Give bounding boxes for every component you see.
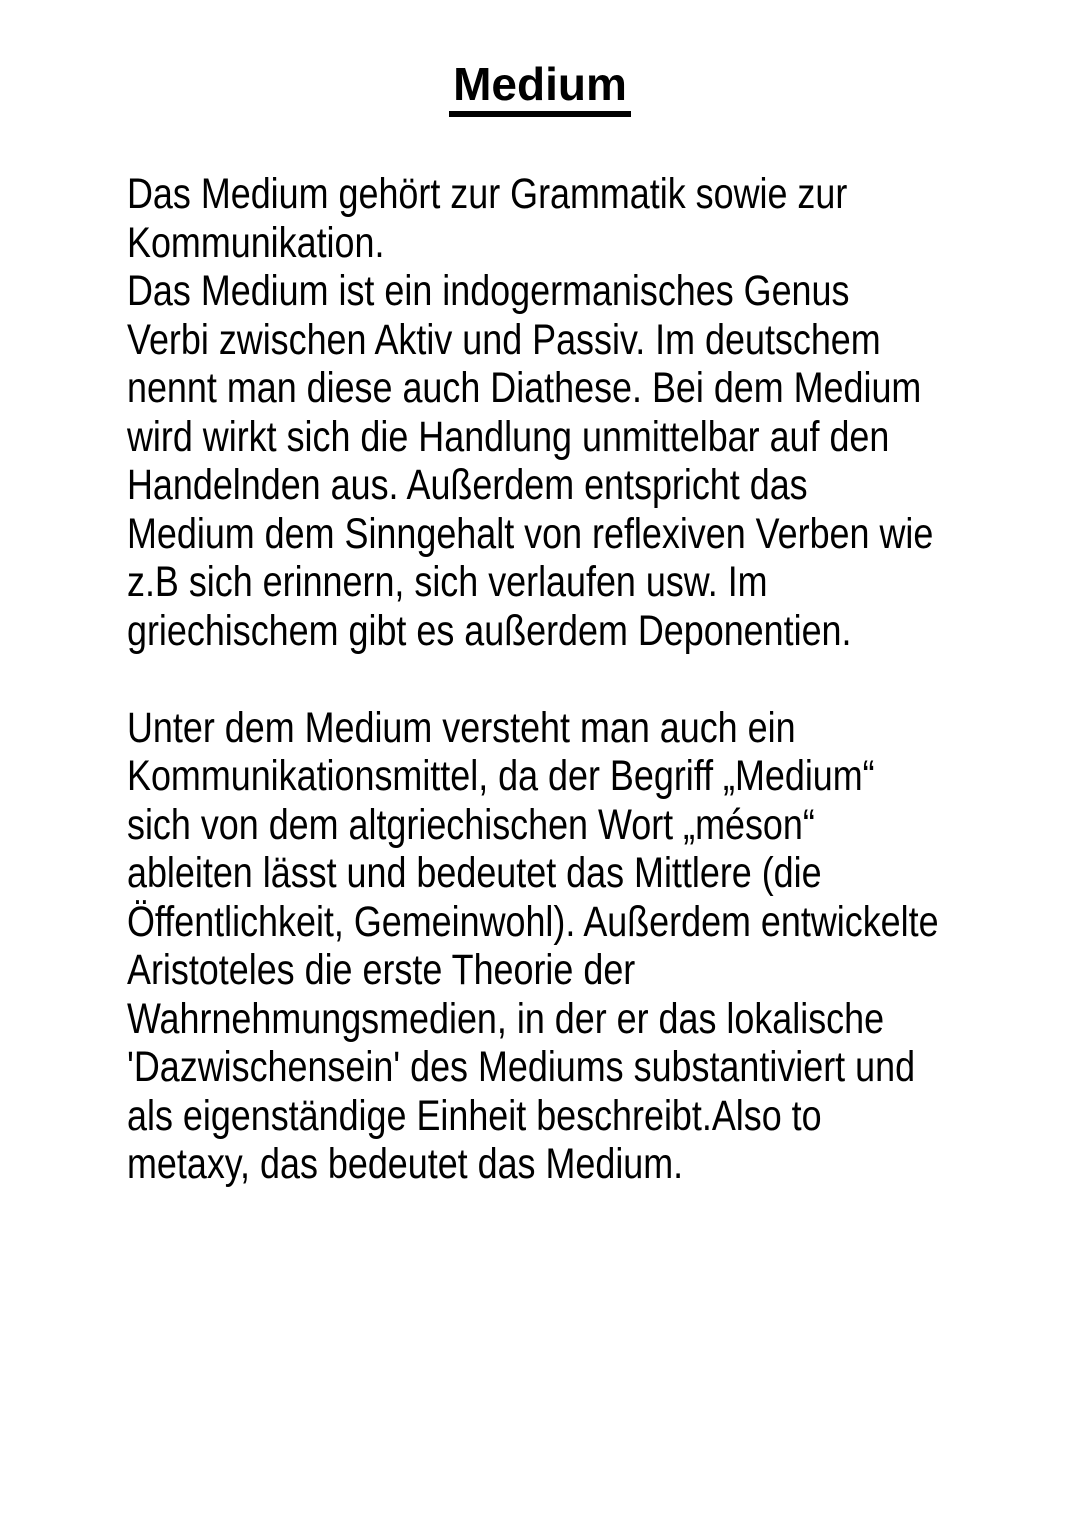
text-line: Aristoteles die erste Theorie der [127,946,636,994]
text-line: sich von dem altgriechischen Wort „méson“ [127,800,815,849]
text-line: ableiten lässt und bedeutet das Mittlere (die [127,849,822,897]
text-line: metaxy, das bedeutet das Medium. [127,1140,684,1188]
text-line: Wahrnehmungsmedien, in der er das lokalische [127,994,885,1043]
text-line: als eigenständige Einheit beschreibt.Also to [127,1091,822,1140]
paragraph-grammatik [127,170,1080,655]
text-line: Öffentlichkeit, Gemeinwohl). Außerdem entwickelte [127,897,939,946]
text-line: Medium dem Sinngehalt von reflexiven Verben wie [127,509,934,558]
text-line: nennt man diese auch Diathese. Bei dem Medium [127,364,922,412]
text-line: Handelnden aus. Außerdem entspricht das [127,461,808,509]
document-title-text: Medium [449,58,631,117]
document-body [127,170,1080,1189]
document-title [0,58,1080,117]
text-line: Unter dem Medium versteht man auch ein [127,703,796,752]
text-line: griechischem gibt es außerdem Deponentien. [127,606,852,655]
text-line: Kommunikationsmittel, da der Begriff „Medium“ [127,752,875,800]
text-line: 'Dazwischensein' des Mediums substantiviert und [127,1043,916,1091]
text-line: Das Medium ist ein indogermanisches Genus [127,267,850,315]
paragraph-kommunikationsmittel [127,704,1080,1189]
text-line: wird wirkt sich die Handlung unmittelbar auf den [127,412,890,461]
text-line: Das Medium gehört zur Grammatik sowie zur [127,170,848,218]
text-line: Kommunikation. [127,218,385,267]
text-line: Verbi zwischen Aktiv und Passiv. Im deutschem [127,315,881,364]
text-line: z.B sich erinnern, sich verlaufen usw. Im [127,558,768,606]
